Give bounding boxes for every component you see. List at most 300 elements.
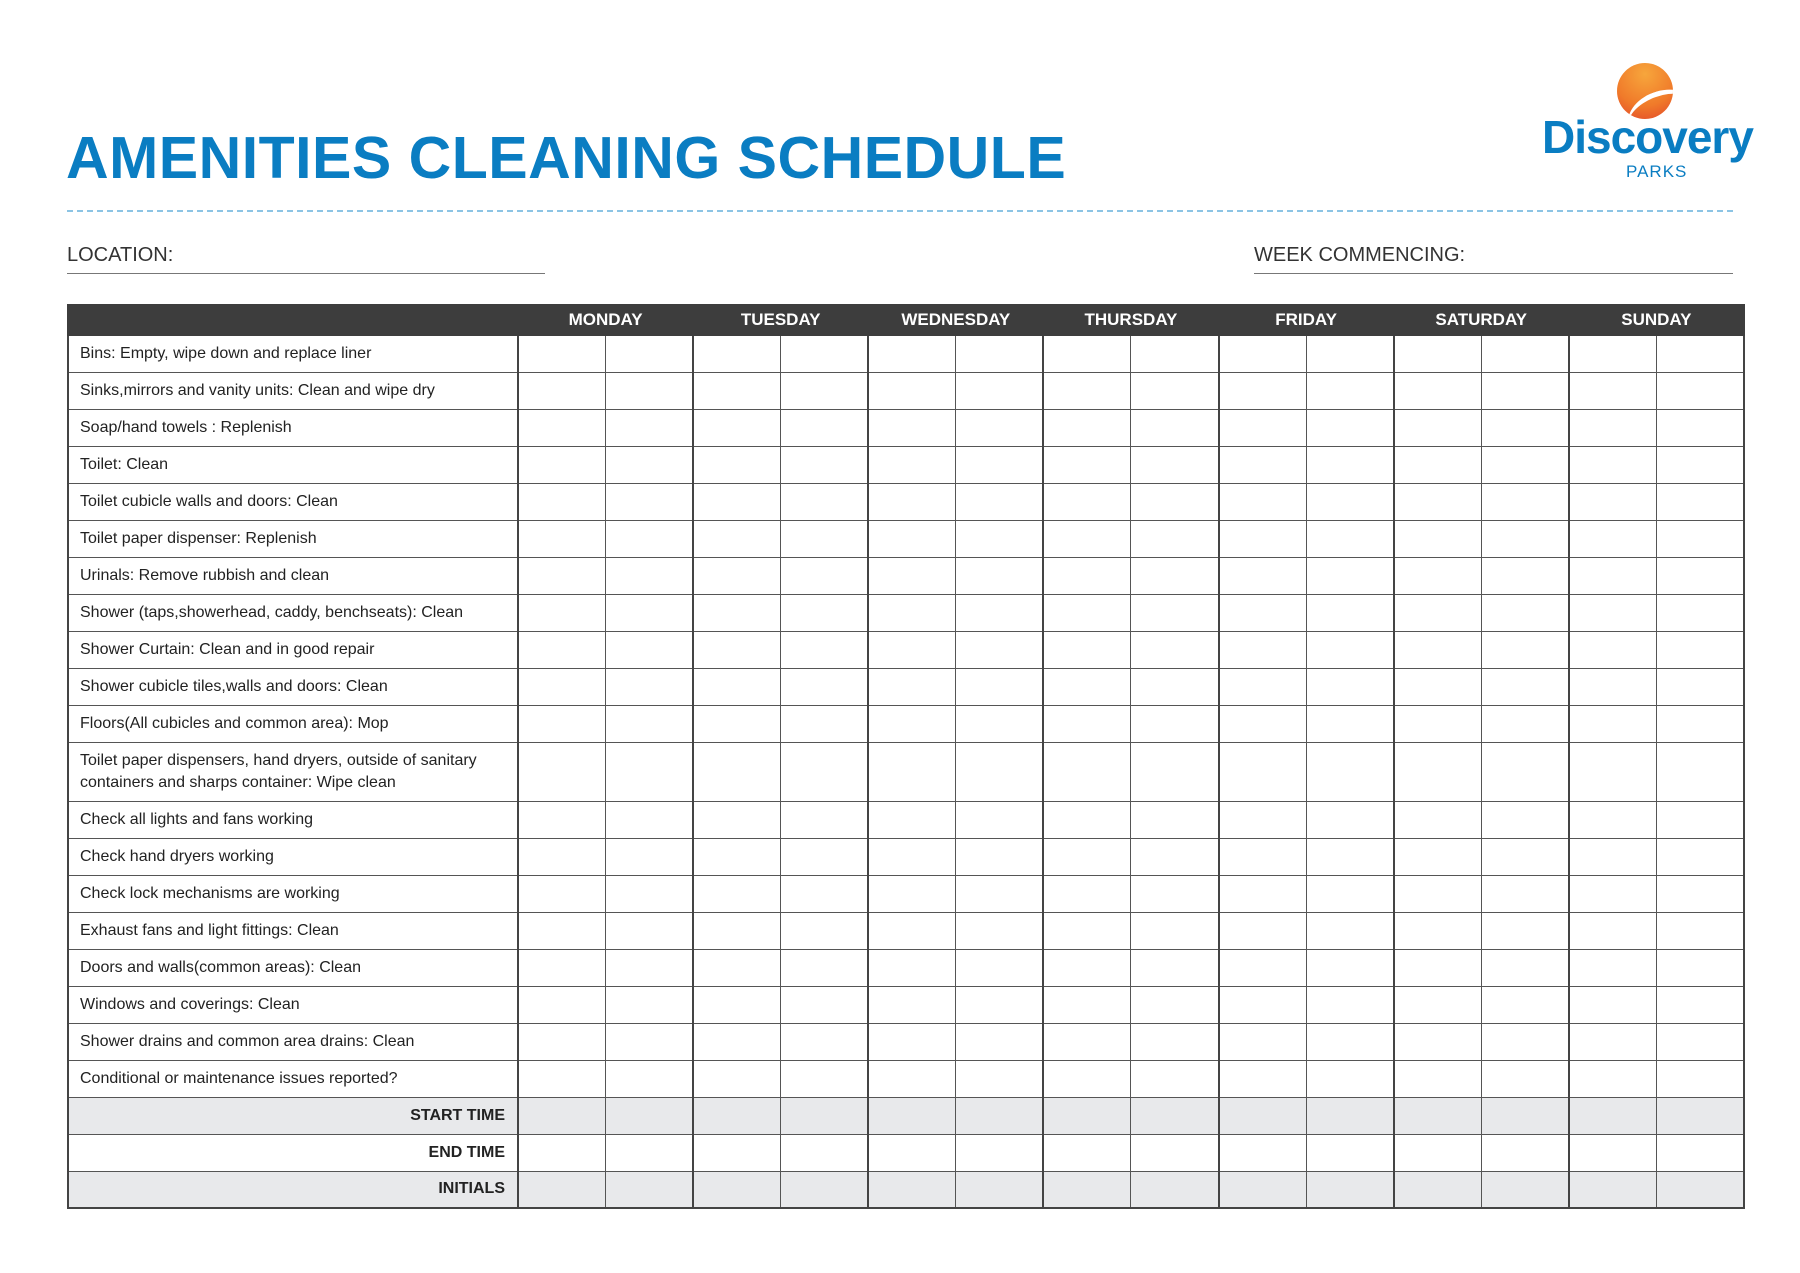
checkbox-cell[interactable] bbox=[1306, 594, 1394, 631]
checkbox-cell[interactable] bbox=[1131, 1171, 1219, 1208]
checkbox-cell[interactable] bbox=[606, 446, 694, 483]
checkbox-cell[interactable] bbox=[606, 372, 694, 409]
checkbox-cell[interactable] bbox=[781, 446, 869, 483]
checkbox-cell[interactable] bbox=[693, 372, 781, 409]
checkbox-cell[interactable] bbox=[1306, 1060, 1394, 1097]
checkbox-cell[interactable] bbox=[606, 912, 694, 949]
checkbox-cell[interactable] bbox=[1219, 594, 1307, 631]
checkbox-cell[interactable] bbox=[956, 705, 1044, 742]
checkbox-cell[interactable] bbox=[606, 742, 694, 801]
checkbox-cell[interactable] bbox=[868, 742, 956, 801]
checkbox-cell[interactable] bbox=[1131, 483, 1219, 520]
checkbox-cell[interactable] bbox=[1306, 1097, 1394, 1134]
checkbox-cell[interactable] bbox=[1306, 912, 1394, 949]
checkbox-cell[interactable] bbox=[1394, 668, 1482, 705]
checkbox-cell[interactable] bbox=[1043, 335, 1131, 372]
checkbox-cell[interactable] bbox=[1569, 594, 1657, 631]
checkbox-cell[interactable] bbox=[1481, 912, 1569, 949]
checkbox-cell[interactable] bbox=[693, 557, 781, 594]
checkbox-cell[interactable] bbox=[1656, 372, 1744, 409]
checkbox-cell[interactable] bbox=[1656, 557, 1744, 594]
checkbox-cell[interactable] bbox=[606, 986, 694, 1023]
checkbox-cell[interactable] bbox=[956, 446, 1044, 483]
checkbox-cell[interactable] bbox=[781, 668, 869, 705]
checkbox-cell[interactable] bbox=[1306, 1171, 1394, 1208]
checkbox-cell[interactable] bbox=[1569, 483, 1657, 520]
checkbox-cell[interactable] bbox=[518, 912, 606, 949]
checkbox-cell[interactable] bbox=[1481, 1134, 1569, 1171]
checkbox-cell[interactable] bbox=[1131, 335, 1219, 372]
checkbox-cell[interactable] bbox=[1394, 409, 1482, 446]
checkbox-cell[interactable] bbox=[868, 409, 956, 446]
checkbox-cell[interactable] bbox=[1394, 594, 1482, 631]
checkbox-cell[interactable] bbox=[1043, 1134, 1131, 1171]
checkbox-cell[interactable] bbox=[1306, 801, 1394, 838]
checkbox-cell[interactable] bbox=[606, 631, 694, 668]
checkbox-cell[interactable] bbox=[1219, 557, 1307, 594]
checkbox-cell[interactable] bbox=[606, 875, 694, 912]
checkbox-cell[interactable] bbox=[518, 875, 606, 912]
checkbox-cell[interactable] bbox=[781, 949, 869, 986]
checkbox-cell[interactable] bbox=[956, 557, 1044, 594]
checkbox-cell[interactable] bbox=[1394, 1171, 1482, 1208]
checkbox-cell[interactable] bbox=[868, 483, 956, 520]
checkbox-cell[interactable] bbox=[518, 1023, 606, 1060]
checkbox-cell[interactable] bbox=[693, 1171, 781, 1208]
checkbox-cell[interactable] bbox=[781, 409, 869, 446]
checkbox-cell[interactable] bbox=[518, 742, 606, 801]
checkbox-cell[interactable] bbox=[518, 1097, 606, 1134]
checkbox-cell[interactable] bbox=[1131, 986, 1219, 1023]
checkbox-cell[interactable] bbox=[1656, 1023, 1744, 1060]
checkbox-cell[interactable] bbox=[868, 1134, 956, 1171]
checkbox-cell[interactable] bbox=[1569, 631, 1657, 668]
checkbox-cell[interactable] bbox=[956, 742, 1044, 801]
checkbox-cell[interactable] bbox=[781, 1060, 869, 1097]
checkbox-cell[interactable] bbox=[1043, 594, 1131, 631]
checkbox-cell[interactable] bbox=[1131, 1134, 1219, 1171]
checkbox-cell[interactable] bbox=[1394, 838, 1482, 875]
checkbox-cell[interactable] bbox=[518, 409, 606, 446]
checkbox-cell[interactable] bbox=[1219, 705, 1307, 742]
checkbox-cell[interactable] bbox=[1043, 1023, 1131, 1060]
checkbox-cell[interactable] bbox=[956, 1060, 1044, 1097]
checkbox-cell[interactable] bbox=[518, 372, 606, 409]
checkbox-cell[interactable] bbox=[868, 557, 956, 594]
checkbox-cell[interactable] bbox=[518, 949, 606, 986]
checkbox-cell[interactable] bbox=[781, 742, 869, 801]
checkbox-cell[interactable] bbox=[1219, 1060, 1307, 1097]
checkbox-cell[interactable] bbox=[518, 483, 606, 520]
checkbox-cell[interactable] bbox=[693, 1060, 781, 1097]
checkbox-cell[interactable] bbox=[693, 1097, 781, 1134]
checkbox-cell[interactable] bbox=[606, 949, 694, 986]
checkbox-cell[interactable] bbox=[1656, 1060, 1744, 1097]
checkbox-cell[interactable] bbox=[781, 483, 869, 520]
checkbox-cell[interactable] bbox=[1043, 520, 1131, 557]
checkbox-cell[interactable] bbox=[1043, 838, 1131, 875]
checkbox-cell[interactable] bbox=[1394, 949, 1482, 986]
checkbox-cell[interactable] bbox=[1394, 875, 1482, 912]
checkbox-cell[interactable] bbox=[1306, 446, 1394, 483]
checkbox-cell[interactable] bbox=[956, 594, 1044, 631]
checkbox-cell[interactable] bbox=[1569, 742, 1657, 801]
checkbox-cell[interactable] bbox=[1306, 875, 1394, 912]
checkbox-cell[interactable] bbox=[606, 1060, 694, 1097]
checkbox-cell[interactable] bbox=[1569, 986, 1657, 1023]
checkbox-cell[interactable] bbox=[1043, 557, 1131, 594]
checkbox-cell[interactable] bbox=[781, 594, 869, 631]
checkbox-cell[interactable] bbox=[1306, 668, 1394, 705]
checkbox-cell[interactable] bbox=[1569, 949, 1657, 986]
checkbox-cell[interactable] bbox=[956, 875, 1044, 912]
checkbox-cell[interactable] bbox=[1131, 1097, 1219, 1134]
checkbox-cell[interactable] bbox=[518, 631, 606, 668]
checkbox-cell[interactable] bbox=[1569, 875, 1657, 912]
checkbox-cell[interactable] bbox=[868, 1023, 956, 1060]
checkbox-cell[interactable] bbox=[1656, 520, 1744, 557]
checkbox-cell[interactable] bbox=[956, 986, 1044, 1023]
checkbox-cell[interactable] bbox=[518, 705, 606, 742]
checkbox-cell[interactable] bbox=[868, 705, 956, 742]
checkbox-cell[interactable] bbox=[1569, 335, 1657, 372]
checkbox-cell[interactable] bbox=[606, 1023, 694, 1060]
checkbox-cell[interactable] bbox=[1394, 912, 1482, 949]
checkbox-cell[interactable] bbox=[693, 446, 781, 483]
checkbox-cell[interactable] bbox=[1306, 372, 1394, 409]
checkbox-cell[interactable] bbox=[693, 483, 781, 520]
checkbox-cell[interactable] bbox=[1131, 668, 1219, 705]
checkbox-cell[interactable] bbox=[1219, 520, 1307, 557]
checkbox-cell[interactable] bbox=[1481, 949, 1569, 986]
checkbox-cell[interactable] bbox=[1394, 742, 1482, 801]
checkbox-cell[interactable] bbox=[1219, 1134, 1307, 1171]
checkbox-cell[interactable] bbox=[781, 801, 869, 838]
checkbox-cell[interactable] bbox=[1306, 409, 1394, 446]
checkbox-cell[interactable] bbox=[693, 742, 781, 801]
checkbox-cell[interactable] bbox=[606, 838, 694, 875]
checkbox-cell[interactable] bbox=[1043, 372, 1131, 409]
checkbox-cell[interactable] bbox=[1219, 1097, 1307, 1134]
checkbox-cell[interactable] bbox=[1394, 1097, 1482, 1134]
checkbox-cell[interactable] bbox=[1569, 1134, 1657, 1171]
checkbox-cell[interactable] bbox=[1219, 668, 1307, 705]
checkbox-cell[interactable] bbox=[1481, 986, 1569, 1023]
checkbox-cell[interactable] bbox=[1656, 986, 1744, 1023]
checkbox-cell[interactable] bbox=[1481, 1097, 1569, 1134]
checkbox-cell[interactable] bbox=[781, 838, 869, 875]
checkbox-cell[interactable] bbox=[1219, 631, 1307, 668]
checkbox-cell[interactable] bbox=[868, 1171, 956, 1208]
checkbox-cell[interactable] bbox=[956, 1097, 1044, 1134]
checkbox-cell[interactable] bbox=[606, 335, 694, 372]
checkbox-cell[interactable] bbox=[781, 986, 869, 1023]
checkbox-cell[interactable] bbox=[781, 520, 869, 557]
checkbox-cell[interactable] bbox=[693, 838, 781, 875]
checkbox-cell[interactable] bbox=[1394, 986, 1482, 1023]
checkbox-cell[interactable] bbox=[1219, 986, 1307, 1023]
checkbox-cell[interactable] bbox=[1481, 372, 1569, 409]
checkbox-cell[interactable] bbox=[781, 1134, 869, 1171]
checkbox-cell[interactable] bbox=[1481, 1171, 1569, 1208]
checkbox-cell[interactable] bbox=[1219, 742, 1307, 801]
checkbox-cell[interactable] bbox=[1219, 409, 1307, 446]
checkbox-cell[interactable] bbox=[868, 986, 956, 1023]
checkbox-cell[interactable] bbox=[956, 335, 1044, 372]
checkbox-cell[interactable] bbox=[1394, 557, 1482, 594]
checkbox-cell[interactable] bbox=[1656, 594, 1744, 631]
checkbox-cell[interactable] bbox=[956, 631, 1044, 668]
checkbox-cell[interactable] bbox=[1481, 483, 1569, 520]
checkbox-cell[interactable] bbox=[606, 409, 694, 446]
checkbox-cell[interactable] bbox=[868, 372, 956, 409]
checkbox-cell[interactable] bbox=[781, 557, 869, 594]
checkbox-cell[interactable] bbox=[1131, 409, 1219, 446]
checkbox-cell[interactable] bbox=[1219, 335, 1307, 372]
checkbox-cell[interactable] bbox=[606, 801, 694, 838]
checkbox-cell[interactable] bbox=[1306, 520, 1394, 557]
checkbox-cell[interactable] bbox=[781, 372, 869, 409]
checkbox-cell[interactable] bbox=[1481, 409, 1569, 446]
checkbox-cell[interactable] bbox=[693, 986, 781, 1023]
checkbox-cell[interactable] bbox=[606, 483, 694, 520]
checkbox-cell[interactable] bbox=[606, 594, 694, 631]
checkbox-cell[interactable] bbox=[1219, 949, 1307, 986]
checkbox-cell[interactable] bbox=[1569, 1023, 1657, 1060]
checkbox-cell[interactable] bbox=[1043, 705, 1131, 742]
checkbox-cell[interactable] bbox=[1569, 520, 1657, 557]
checkbox-cell[interactable] bbox=[1306, 483, 1394, 520]
checkbox-cell[interactable] bbox=[868, 335, 956, 372]
checkbox-cell[interactable] bbox=[606, 1171, 694, 1208]
checkbox-cell[interactable] bbox=[693, 1023, 781, 1060]
checkbox-cell[interactable] bbox=[781, 631, 869, 668]
checkbox-cell[interactable] bbox=[518, 1060, 606, 1097]
checkbox-cell[interactable] bbox=[1306, 949, 1394, 986]
checkbox-cell[interactable] bbox=[1306, 1023, 1394, 1060]
checkbox-cell[interactable] bbox=[693, 801, 781, 838]
checkbox-cell[interactable] bbox=[868, 912, 956, 949]
checkbox-cell[interactable] bbox=[868, 801, 956, 838]
checkbox-cell[interactable] bbox=[1481, 557, 1569, 594]
checkbox-cell[interactable] bbox=[1481, 705, 1569, 742]
checkbox-cell[interactable] bbox=[1656, 1134, 1744, 1171]
checkbox-cell[interactable] bbox=[956, 372, 1044, 409]
checkbox-cell[interactable] bbox=[868, 1097, 956, 1134]
checkbox-cell[interactable] bbox=[1481, 742, 1569, 801]
checkbox-cell[interactable] bbox=[1569, 409, 1657, 446]
checkbox-cell[interactable] bbox=[1656, 631, 1744, 668]
checkbox-cell[interactable] bbox=[868, 594, 956, 631]
checkbox-cell[interactable] bbox=[1394, 1023, 1482, 1060]
checkbox-cell[interactable] bbox=[1306, 986, 1394, 1023]
checkbox-cell[interactable] bbox=[1131, 631, 1219, 668]
checkbox-cell[interactable] bbox=[1481, 1060, 1569, 1097]
checkbox-cell[interactable] bbox=[956, 668, 1044, 705]
checkbox-cell[interactable] bbox=[1481, 520, 1569, 557]
checkbox-cell[interactable] bbox=[1219, 912, 1307, 949]
checkbox-cell[interactable] bbox=[1394, 372, 1482, 409]
checkbox-cell[interactable] bbox=[1394, 483, 1482, 520]
checkbox-cell[interactable] bbox=[1656, 705, 1744, 742]
checkbox-cell[interactable] bbox=[1656, 1097, 1744, 1134]
checkbox-cell[interactable] bbox=[956, 483, 1044, 520]
checkbox-cell[interactable] bbox=[1394, 1134, 1482, 1171]
checkbox-cell[interactable] bbox=[1131, 446, 1219, 483]
checkbox-cell[interactable] bbox=[956, 520, 1044, 557]
checkbox-cell[interactable] bbox=[518, 335, 606, 372]
checkbox-cell[interactable] bbox=[1219, 483, 1307, 520]
checkbox-cell[interactable] bbox=[606, 520, 694, 557]
checkbox-cell[interactable] bbox=[781, 912, 869, 949]
checkbox-cell[interactable] bbox=[1219, 875, 1307, 912]
checkbox-cell[interactable] bbox=[1481, 335, 1569, 372]
checkbox-cell[interactable] bbox=[518, 520, 606, 557]
checkbox-cell[interactable] bbox=[1306, 631, 1394, 668]
location-field[interactable] bbox=[67, 244, 545, 274]
checkbox-cell[interactable] bbox=[606, 1134, 694, 1171]
checkbox-cell[interactable] bbox=[1481, 446, 1569, 483]
checkbox-cell[interactable] bbox=[956, 409, 1044, 446]
checkbox-cell[interactable] bbox=[781, 335, 869, 372]
checkbox-cell[interactable] bbox=[1043, 801, 1131, 838]
checkbox-cell[interactable] bbox=[956, 1171, 1044, 1208]
checkbox-cell[interactable] bbox=[1043, 1060, 1131, 1097]
checkbox-cell[interactable] bbox=[1043, 631, 1131, 668]
checkbox-cell[interactable] bbox=[1569, 801, 1657, 838]
checkbox-cell[interactable] bbox=[693, 594, 781, 631]
checkbox-cell[interactable] bbox=[1394, 520, 1482, 557]
checkbox-cell[interactable] bbox=[868, 631, 956, 668]
checkbox-cell[interactable] bbox=[1394, 335, 1482, 372]
checkbox-cell[interactable] bbox=[1656, 1171, 1744, 1208]
checkbox-cell[interactable] bbox=[606, 668, 694, 705]
checkbox-cell[interactable] bbox=[1131, 875, 1219, 912]
checkbox-cell[interactable] bbox=[1481, 1023, 1569, 1060]
checkbox-cell[interactable] bbox=[693, 705, 781, 742]
checkbox-cell[interactable] bbox=[1131, 801, 1219, 838]
checkbox-cell[interactable] bbox=[1219, 838, 1307, 875]
checkbox-cell[interactable] bbox=[1131, 705, 1219, 742]
checkbox-cell[interactable] bbox=[518, 557, 606, 594]
checkbox-cell[interactable] bbox=[868, 838, 956, 875]
checkbox-cell[interactable] bbox=[1131, 1060, 1219, 1097]
checkbox-cell[interactable] bbox=[868, 446, 956, 483]
checkbox-cell[interactable] bbox=[1656, 912, 1744, 949]
checkbox-cell[interactable] bbox=[1131, 949, 1219, 986]
checkbox-cell[interactable] bbox=[868, 1060, 956, 1097]
checkbox-cell[interactable] bbox=[693, 912, 781, 949]
checkbox-cell[interactable] bbox=[1656, 742, 1744, 801]
checkbox-cell[interactable] bbox=[606, 1097, 694, 1134]
checkbox-cell[interactable] bbox=[956, 838, 1044, 875]
checkbox-cell[interactable] bbox=[1219, 1023, 1307, 1060]
checkbox-cell[interactable] bbox=[518, 446, 606, 483]
checkbox-cell[interactable] bbox=[868, 949, 956, 986]
checkbox-cell[interactable] bbox=[1481, 838, 1569, 875]
checkbox-cell[interactable] bbox=[781, 1171, 869, 1208]
checkbox-cell[interactable] bbox=[1569, 557, 1657, 594]
checkbox-cell[interactable] bbox=[1481, 594, 1569, 631]
checkbox-cell[interactable] bbox=[1569, 838, 1657, 875]
checkbox-cell[interactable] bbox=[1043, 1171, 1131, 1208]
checkbox-cell[interactable] bbox=[1131, 912, 1219, 949]
checkbox-cell[interactable] bbox=[956, 912, 1044, 949]
checkbox-cell[interactable] bbox=[1043, 986, 1131, 1023]
checkbox-cell[interactable] bbox=[1394, 705, 1482, 742]
checkbox-cell[interactable] bbox=[1569, 446, 1657, 483]
checkbox-cell[interactable] bbox=[1394, 1060, 1482, 1097]
checkbox-cell[interactable] bbox=[693, 335, 781, 372]
checkbox-cell[interactable] bbox=[1043, 1097, 1131, 1134]
checkbox-cell[interactable] bbox=[781, 1097, 869, 1134]
checkbox-cell[interactable] bbox=[518, 1134, 606, 1171]
checkbox-cell[interactable] bbox=[956, 1023, 1044, 1060]
checkbox-cell[interactable] bbox=[956, 801, 1044, 838]
checkbox-cell[interactable] bbox=[1043, 742, 1131, 801]
checkbox-cell[interactable] bbox=[1481, 801, 1569, 838]
checkbox-cell[interactable] bbox=[1306, 742, 1394, 801]
checkbox-cell[interactable] bbox=[606, 557, 694, 594]
checkbox-cell[interactable] bbox=[1219, 801, 1307, 838]
checkbox-cell[interactable] bbox=[1656, 668, 1744, 705]
checkbox-cell[interactable] bbox=[868, 875, 956, 912]
checkbox-cell[interactable] bbox=[1656, 335, 1744, 372]
checkbox-cell[interactable] bbox=[1569, 1171, 1657, 1208]
checkbox-cell[interactable] bbox=[1656, 949, 1744, 986]
checkbox-cell[interactable] bbox=[1656, 838, 1744, 875]
checkbox-cell[interactable] bbox=[781, 875, 869, 912]
checkbox-cell[interactable] bbox=[1219, 372, 1307, 409]
checkbox-cell[interactable] bbox=[693, 520, 781, 557]
checkbox-cell[interactable] bbox=[1306, 705, 1394, 742]
checkbox-cell[interactable] bbox=[518, 668, 606, 705]
checkbox-cell[interactable] bbox=[1043, 912, 1131, 949]
checkbox-cell[interactable] bbox=[1131, 372, 1219, 409]
checkbox-cell[interactable] bbox=[1131, 557, 1219, 594]
checkbox-cell[interactable] bbox=[693, 631, 781, 668]
checkbox-cell[interactable] bbox=[1569, 912, 1657, 949]
checkbox-cell[interactable] bbox=[1306, 335, 1394, 372]
checkbox-cell[interactable] bbox=[956, 949, 1044, 986]
checkbox-cell[interactable] bbox=[1656, 409, 1744, 446]
checkbox-cell[interactable] bbox=[518, 801, 606, 838]
checkbox-cell[interactable] bbox=[1394, 801, 1482, 838]
checkbox-cell[interactable] bbox=[1481, 668, 1569, 705]
checkbox-cell[interactable] bbox=[956, 1134, 1044, 1171]
checkbox-cell[interactable] bbox=[1569, 1060, 1657, 1097]
checkbox-cell[interactable] bbox=[1043, 875, 1131, 912]
checkbox-cell[interactable] bbox=[1656, 801, 1744, 838]
checkbox-cell[interactable] bbox=[1131, 594, 1219, 631]
checkbox-cell[interactable] bbox=[1131, 742, 1219, 801]
checkbox-cell[interactable] bbox=[693, 409, 781, 446]
checkbox-cell[interactable] bbox=[1043, 668, 1131, 705]
checkbox-cell[interactable] bbox=[1394, 446, 1482, 483]
checkbox-cell[interactable] bbox=[606, 705, 694, 742]
checkbox-cell[interactable] bbox=[781, 1023, 869, 1060]
checkbox-cell[interactable] bbox=[1131, 520, 1219, 557]
checkbox-cell[interactable] bbox=[1656, 483, 1744, 520]
checkbox-cell[interactable] bbox=[1569, 668, 1657, 705]
checkbox-cell[interactable] bbox=[868, 520, 956, 557]
checkbox-cell[interactable] bbox=[693, 875, 781, 912]
checkbox-cell[interactable] bbox=[1043, 409, 1131, 446]
checkbox-cell[interactable] bbox=[518, 838, 606, 875]
checkbox-cell[interactable] bbox=[1306, 557, 1394, 594]
checkbox-cell[interactable] bbox=[1394, 631, 1482, 668]
checkbox-cell[interactable] bbox=[693, 1134, 781, 1171]
